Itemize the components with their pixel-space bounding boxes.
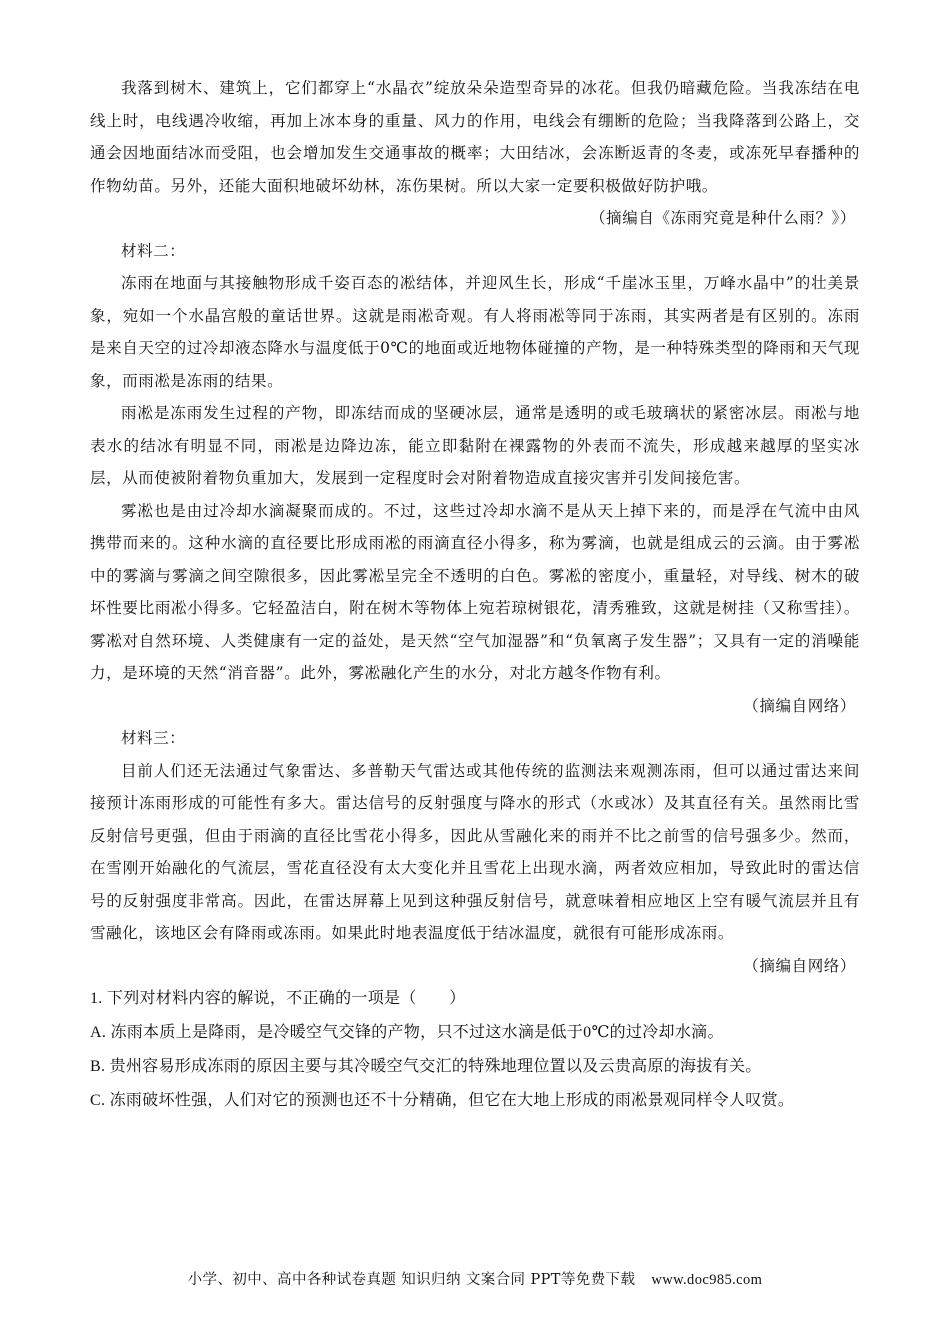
- material2-heading: 材料二：: [121, 241, 186, 260]
- material2-source: （摘编自网络）: [743, 696, 856, 715]
- material2-paragraph-1: 冻雨在地面与其接触物形成千姿百态的凇结体，并迎风生长，形成“千崖冰玉里，万峰水晶中”的壮美景象，宛如一个水晶宫般的童话世界。这就是雨凇奇观。有人将雨凇等同于冻雨，其实两者是有区别的。冻雨是来自天空的过冷却液态降水与温度低于0℃的地面或近地物体碰撞的产物，是一种特殊类型的降雨和天气现象，而雨凇是冻雨的结果。: [90, 274, 860, 390]
- question-stem: 1. 下列对材料内容的解说，不正确的一项是（ ）: [90, 990, 466, 1007]
- material2-paragraph-2: 雨凇是冻雨发生过程的产物，即冻结而成的坚硬冰层，通常是透明的或毛玻璃状的紧密冰层。雨凇与地表水的结冰有明显不同，雨凇是边降边冻，能立即黏附在裸露物的外表而不流失，形成越来越厚的坚实冰层，从而使被附着物负重加大，发展到一定程度时会对附着物造成直接灾害并引发间接危害。: [90, 404, 860, 487]
- option-b: B. 贵州容易形成冻雨的原因主要与其冷暖空气交汇的特殊地理位置以及云贵高原的海拔有关。: [90, 1058, 762, 1075]
- page-footer: [0, 1268, 950, 1289]
- material3-heading: 材料三：: [121, 729, 186, 747]
- footer-site-link[interactable]: www.doc985.com: [651, 1272, 763, 1288]
- material1-source: （摘编自《冻雨究竟是种什么雨？》）: [590, 209, 856, 227]
- footer-text: 小学、初中、高中各种试卷真题 知识归纳 文案合同 PPT等免费下载: [187, 1272, 636, 1288]
- material2-paragraph-3: 雾凇也是由过冷却水滴凝聚而成的。不过，这些过冷却水滴不是从天上掉下来的，而是浮在气流中由风携带而来的。这种水滴的直径要比形成雨凇的雨滴直径小得多，称为雾滴，也就是组成云的云滴。由于雾凇中的雾滴与雾滴之间空隙很多，因此雾凇呈完全不透明的白色。雾凇的密度小，重量轻，对导线、树木的破坏性要比雨凇小得多。它轻盈洁白，附在树木等物体上宛若琼树银花，清秀雅致，这就是树挂（又称雪挂）。雾凇对自然环境、人类健康有一定的益处，是天然“空气加湿器”和“负氧离子发生器”；又具有一定的消噪能力，是环境的天然“消音器”。此外，雾凇融化产生的水分，对北方越冬作物有利。: [90, 501, 860, 682]
- material1-paragraph: 我落到树木、建筑上，它们都穿上“水晶衣”绽放朵朵造型奇异的冰花。但我仍暗藏危险。当我冻结在电线上时，电线遇冷收缩，再加上冰本身的重量、风力的作用，电线会有绷断的危险；当我降落到公路上，交通会因地面结冰而受阻，也会增加发生交通事故的概率；大田结冰，会冻断返青的冬麦，或冻死早春播种的作物幼苗。另外，还能大面积地破坏幼林，冻伤果树。所以大家一定要积极做好防护哦。: [90, 79, 860, 195]
- material3-paragraph: 目前人们还无法通过气象雷达、多普勒天气雷达或其他传统的监测法来观测冻雨，但可以通过雷达来间接预计冻雨形成的可能性有多大。雷达信号的反射强度与降水的形式（水或冰）及其直径有关。虽然雨比雪反射信号更强，但由于雨滴的直径比雪花小得多，因此从雪融化来的雨并不比之前雪的信号强多少。然而，在雪刚开始融化的气流层，雪花直径没有太大变化并且雪花上出现水滴，两者效应相加，导致此时的雷达信号的反射强度非常高。因此，在雷达屏幕上见到这种强反射信号，就意味着相应地区上空有暖气流层并且有雪融化，该地区会有降雨或冻雨。如果此时地表温度低于结冰温度，就很有可能形成冻雨。: [90, 761, 860, 942]
- option-a: A. 冻雨本质上是降雨，是冷暖空气交锋的产物，只不过这水滴是低于0℃的过冷却水滴。: [90, 1024, 724, 1041]
- material3-source: （摘编自网络）: [743, 956, 856, 975]
- option-c: C. 冻雨破坏性强，人们对它的预测也还不十分精确，但它在大地上形成的雨凇景观同样令人叹赏。: [90, 1092, 795, 1109]
- document-page: [90, 72, 860, 1118]
